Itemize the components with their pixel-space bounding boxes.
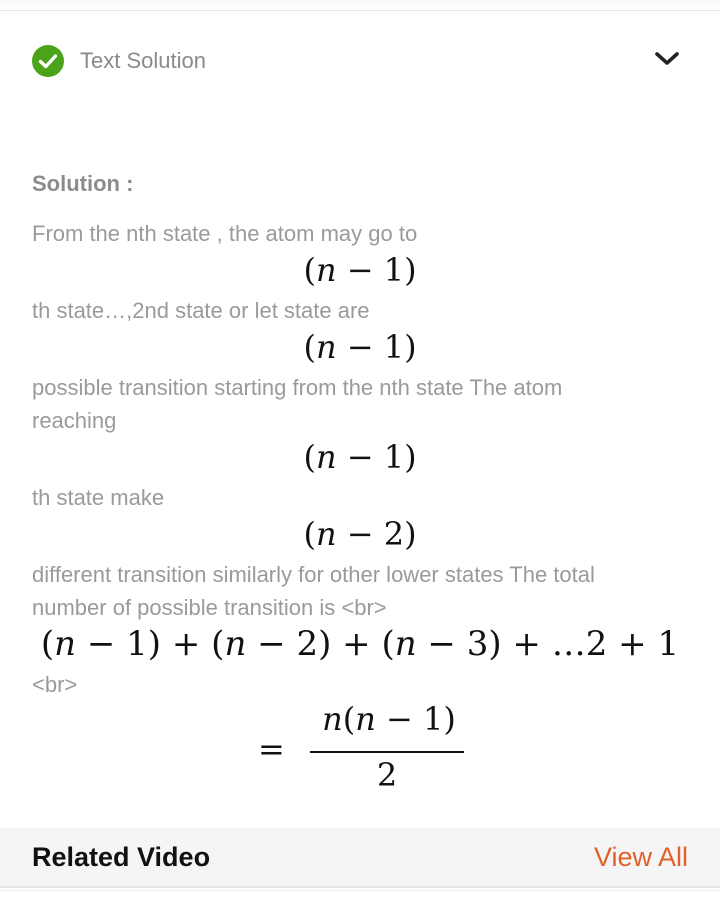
view-all-link[interactable]: View All bbox=[593, 842, 688, 872]
solution-text-line: different transition similarly for other lower states The total bbox=[32, 562, 595, 587]
chevron-down-icon[interactable] bbox=[654, 48, 680, 70]
math-expression-sum: (n − 1) + (n − 2) + (n − 3) + …2 + 1 bbox=[40, 624, 680, 664]
related-video-bar bbox=[0, 828, 720, 888]
solution-text-line: <br> bbox=[32, 672, 78, 697]
solution-heading: Solution : bbox=[32, 171, 134, 196]
solution-text-line: From the nth state , the atom may go to bbox=[32, 221, 418, 246]
math-expression: (n − 1) bbox=[303, 251, 417, 289]
check-circle-icon bbox=[32, 45, 64, 77]
solution-text-line: th state…,2nd state or let state are bbox=[32, 298, 370, 323]
solution-text-line: th state make bbox=[32, 485, 165, 510]
math-expression: (n − 1) bbox=[303, 328, 417, 366]
equals-sign: = bbox=[258, 730, 285, 768]
solution-text-line: reaching bbox=[32, 408, 117, 433]
fraction-bar bbox=[310, 751, 464, 753]
text-solution-title: Text Solution bbox=[80, 48, 206, 73]
top-divider bbox=[0, 0, 720, 11]
math-expression: (n − 1) bbox=[303, 438, 417, 476]
math-fraction-result bbox=[258, 700, 488, 800]
related-video-title: Related Video bbox=[32, 842, 211, 872]
solution-text-line: number of possible transition is <br> bbox=[32, 595, 387, 620]
fraction-numerator: n(n − 1) bbox=[322, 700, 456, 738]
solution-text-line: possible transition starting from the nth state The atom bbox=[32, 375, 563, 400]
bottom-divider bbox=[0, 890, 720, 910]
math-expression: (n − 2) bbox=[303, 515, 417, 553]
text-solution-toggle[interactable] bbox=[32, 44, 688, 80]
fraction-denominator: 2 bbox=[376, 756, 398, 794]
